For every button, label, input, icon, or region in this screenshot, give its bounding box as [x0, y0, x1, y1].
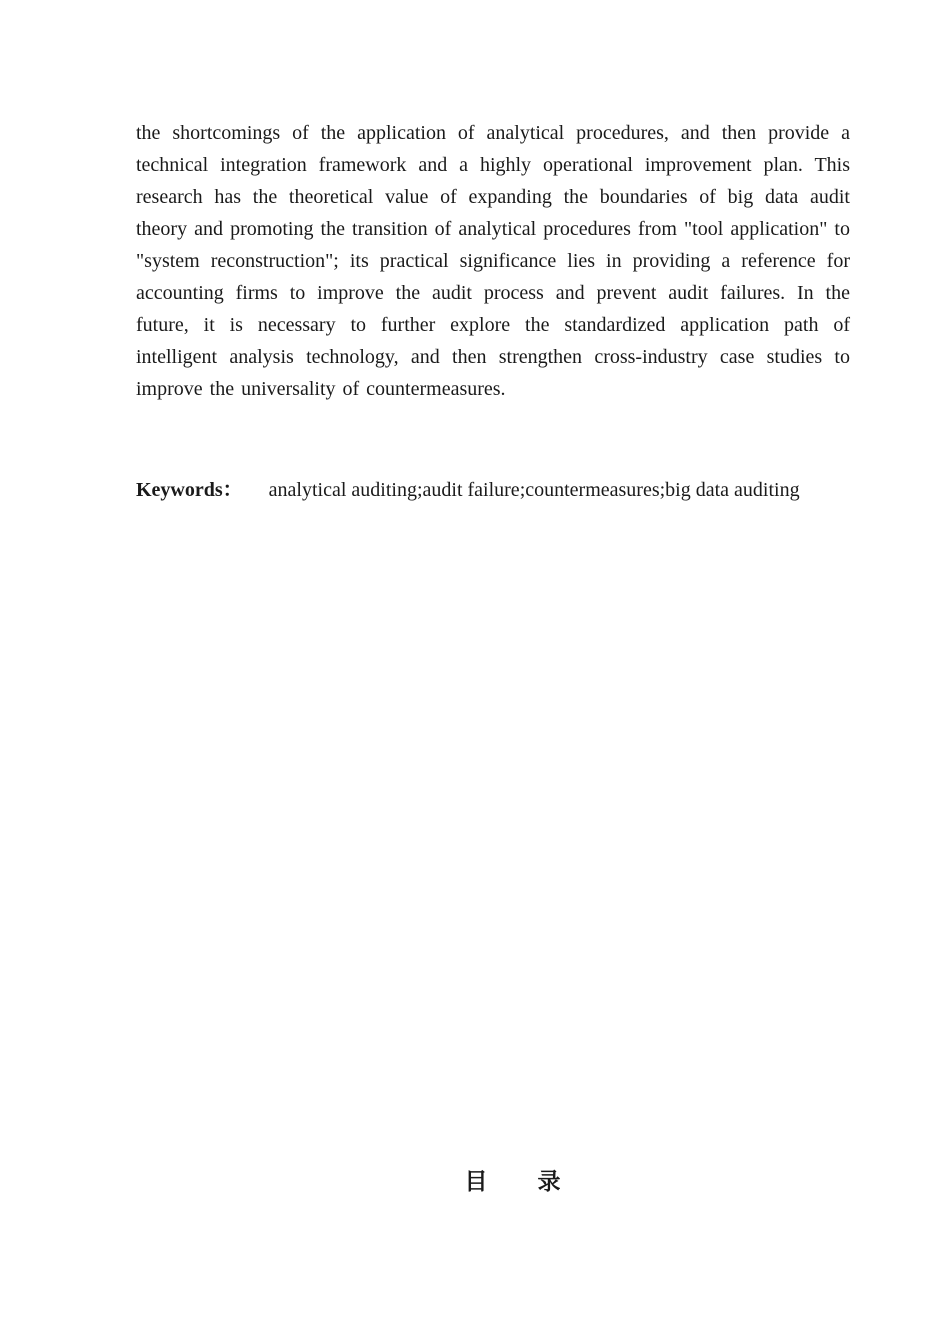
keywords-value: analytical auditing;audit failure;countermeasures;big data auditing	[268, 479, 800, 501]
table-of-contents-heading	[0, 1166, 950, 1198]
keywords-line	[136, 472, 850, 509]
toc-heading-char-1: 目	[464, 1169, 488, 1195]
abstract-paragraph: the shortcomings of the application of analytical procedures, and then provide a technical integration framework and a highly operational improvement plan. This research has the theoretical value of expanding the boundaries of big data audit theory and promoting the transition of analytical procedures from "tool application" to "system reconstruction"; its practical significance lies in providing a reference for accounting firms to improve the audit process and prevent audit failures. In the future, it is necessary to further explore the standardized application path of intelligent analysis technology, and then strengthen cross-industry case studies to improve the universality of countermeasures.	[136, 122, 850, 400]
keywords-label: Keywords：	[136, 479, 243, 501]
toc-heading-char-2: 录	[537, 1169, 561, 1195]
